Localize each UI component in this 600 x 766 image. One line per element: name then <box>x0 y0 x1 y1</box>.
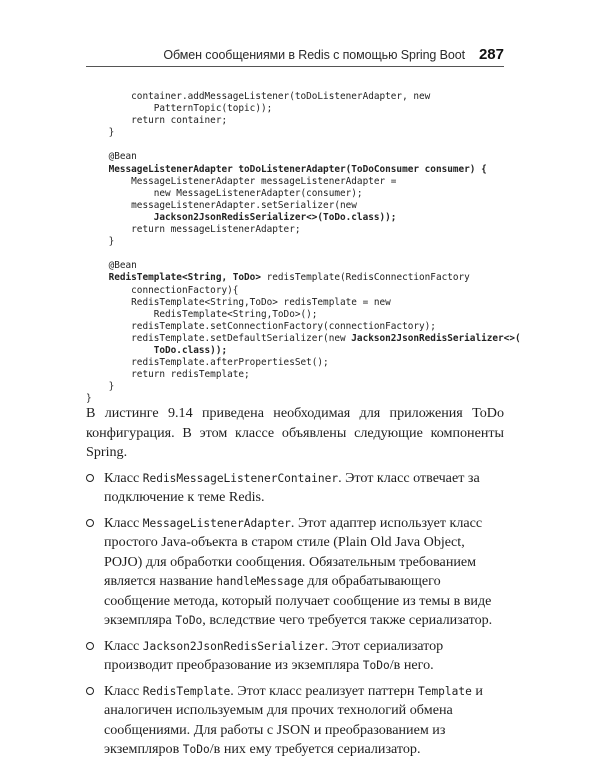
code-segment: RedisTemplate<String,ToDo>(); <box>86 308 318 320</box>
code-segment: } <box>86 393 92 405</box>
code-line <box>86 272 516 284</box>
code-line <box>86 321 516 333</box>
inline-code: Template <box>417 684 472 698</box>
text-segment: Класс <box>104 682 143 699</box>
list-item <box>86 469 504 508</box>
code-segment: MessageListenerAdapter messageListenerAdapter = <box>86 175 397 187</box>
code-line <box>86 115 516 127</box>
list-item <box>86 514 504 631</box>
text-segment: . Этот класс реализует паттерн <box>230 682 418 699</box>
code-segment: RedisTemplate<String,ToDo> redisTemplate = new <box>86 296 391 308</box>
code-segment: } <box>86 236 115 248</box>
text-segment: /в них ему требуется сериализатор. <box>209 741 421 757</box>
code-line <box>86 200 516 212</box>
inline-code: Jackson2JsonRedisSerializer <box>142 639 325 653</box>
text-segment: Класс <box>104 514 143 531</box>
code-line <box>86 176 516 188</box>
code-listing <box>86 91 521 405</box>
code-segment: PatternTopic(topic)); <box>86 103 273 115</box>
code-line <box>86 285 516 297</box>
body-text <box>86 404 504 766</box>
code-line <box>86 236 516 248</box>
code-segment: messageListenerAdapter.setSerializer(new <box>86 199 357 211</box>
intro-paragraph: В листинге 9.14 приведена необходимая для приложения ToDo конфигурация. В этом классе объявлены следующие компоненты Spring. <box>86 405 504 460</box>
code-segment: redisTemplate(RedisConnectionFactory <box>260 272 470 284</box>
text-segment: , вследствие чего требуется также сериализатор. <box>202 612 493 628</box>
code-line <box>86 139 516 151</box>
code-line <box>86 188 516 200</box>
inline-code: handleMessage <box>216 575 304 588</box>
list-item <box>86 637 504 676</box>
page-number: 287 <box>478 46 504 63</box>
circle-bullet-icon <box>86 519 94 527</box>
code-line <box>86 103 516 115</box>
code-segment: return container; <box>86 115 228 127</box>
code-bold-segment: MessageListenerAdapter toDoListenerAdapter(ToDoConsumer consumer) { <box>86 163 487 175</box>
code-line <box>86 224 516 236</box>
code-line <box>86 248 516 260</box>
code-segment: connectionFactory){ <box>86 284 239 296</box>
inline-code: ToDo <box>175 614 203 627</box>
component-list <box>86 469 504 760</box>
inline-code: RedisTemplate <box>142 684 231 698</box>
code-line <box>86 260 516 272</box>
inline-code: ToDo <box>362 659 390 672</box>
code-line <box>86 332 521 345</box>
code-segment: @Bean <box>86 260 137 272</box>
code-line <box>86 164 516 176</box>
inline-code: ToDo <box>182 743 210 756</box>
code-line <box>86 297 516 309</box>
code-bold-segment: ToDo.class)); <box>86 344 228 356</box>
text-segment: /в него. <box>389 657 434 673</box>
text-segment: для обрабатывающего сообщение метода, который получает сообщение из темы в виде экземпляра <box>104 573 492 628</box>
code-segment: redisTemplate.afterPropertiesSet(); <box>86 357 329 369</box>
code-line <box>86 381 516 393</box>
circle-bullet-icon <box>86 687 94 695</box>
text-segment: . Этот адаптер использует класс простого Java-объекта в старом стиле (Plain Old Java Object, POJO) для обработки сообщения. Обязательным требованием является название <box>104 514 483 589</box>
code-line <box>86 369 516 381</box>
code-segment: return messageListenerAdapter; <box>86 224 301 236</box>
text-segment: Класс <box>104 469 143 486</box>
code-segment: @Bean <box>86 151 137 163</box>
inline-code: RedisMessageListenerContainer <box>142 471 339 485</box>
code-line <box>86 91 516 103</box>
code-bold-segment: RedisTemplate<String, ToDo> <box>86 272 261 284</box>
code-segment: redisTemplate.setDefaultSerializer(new <box>86 332 352 344</box>
list-item <box>86 682 504 760</box>
code-line <box>86 309 516 321</box>
code-segment: } <box>86 127 115 139</box>
code-segment: } <box>86 381 115 393</box>
code-segment: new MessageListenerAdapter(consumer); <box>86 187 363 199</box>
code-line <box>86 345 516 357</box>
text-segment: и аналогичен используемым для прочих технологий обмена сообщениями. Для работы с JSON и преобразованием из экземпляров <box>104 682 483 757</box>
code-bold-segment: Jackson2JsonRedisSerializer<>( <box>351 332 521 344</box>
text-segment: Класс <box>104 637 143 654</box>
header-title: Обмен сообщениями в Redis с помощью Spring Boot <box>163 48 465 62</box>
code-line <box>86 151 516 163</box>
running-header <box>86 44 504 67</box>
text-segment: . Этот класс отвечает за подключение к теме Redis. <box>104 469 480 505</box>
code-bold-segment: Jackson2JsonRedisSerializer<>(ToDo.class)); <box>86 211 397 223</box>
inline-code: MessageListenerAdapter <box>142 516 291 530</box>
text-segment: . Этот сериализатор производит преобразование из экземпляра <box>104 637 444 673</box>
code-segment: return redisTemplate; <box>86 369 250 381</box>
code-line <box>86 212 516 224</box>
circle-bullet-icon <box>86 474 94 482</box>
code-segment: redisTemplate.setConnectionFactory(connectionFactory); <box>86 320 436 332</box>
code-line <box>86 357 516 369</box>
code-line <box>86 127 516 139</box>
circle-bullet-icon <box>86 642 94 650</box>
code-segment: container.addMessageListener(toDoListenerAdapter, new <box>86 91 431 102</box>
